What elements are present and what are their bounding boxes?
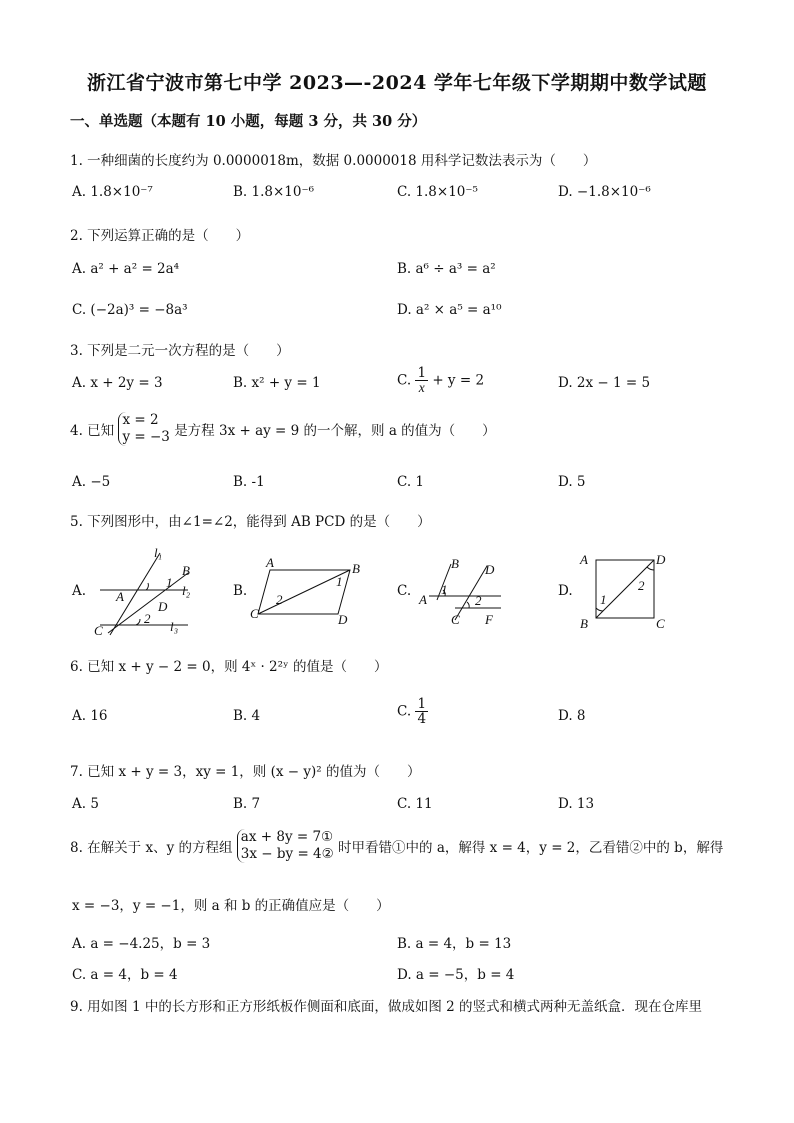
figure-d (576, 550, 676, 632)
label-l3: l₃ (170, 619, 179, 634)
q4-option-c: C. 1 (397, 474, 425, 490)
label-angle-2: 2 (475, 593, 482, 608)
q7-option-a: A. 5 (72, 796, 99, 812)
q6-option-d: D. 8 (558, 708, 586, 724)
label-b: B (352, 561, 360, 576)
label-c: C (656, 616, 665, 631)
angle-2-arc (647, 567, 654, 570)
label-l1: l₁ (154, 545, 163, 560)
system-line-2: y = −3 (122, 428, 170, 445)
fraction-denominator: x (418, 380, 425, 396)
q4-option-d: D. 5 (558, 474, 586, 490)
q4-stem-post: 是方程 3x + ay = 9 的一个解，则 a 的值为（ ） (174, 422, 496, 439)
q5-option-c: C. (397, 583, 412, 599)
q1-option-a: A. 1.8×10⁻⁷ (72, 184, 153, 200)
question-1-stem: 1. 一种细菌的长度约为 0.0000018m，数据 0.0000018 用科学记数法表示为（ ） (70, 153, 597, 169)
section-heading: 一、单选题（本题有 10 小题，每题 3 分，共 30 分） (70, 113, 427, 130)
q3-option-b: B. x² + y = 1 (233, 375, 321, 391)
q7-option-b: B. 7 (233, 796, 261, 812)
q6-option-c-fraction (415, 697, 428, 726)
q4-option-b: B. -1 (233, 474, 265, 490)
q1-option-b: B. 1.8×10⁻⁶ (233, 184, 314, 200)
label-angle-1: 1 (441, 582, 448, 597)
fraction-numerator: 1 (417, 696, 427, 712)
q6-option-c-label: C. (397, 703, 412, 720)
label-angle-1: 1 (336, 574, 343, 589)
q8-option-a: A. a = −4.25，b = 3 (72, 936, 211, 952)
figure-a (88, 545, 198, 640)
q4-option-a: A. −5 (72, 474, 111, 490)
label-d: D (485, 562, 495, 577)
label-angle-2: 2 (144, 611, 151, 626)
question-8-stem (70, 829, 723, 863)
page-title: 浙江省宁波市第七中学 2023—-2024 学年七年级下学期期中数学试题 (87, 72, 707, 94)
q8-option-d: D. a = −5，b = 4 (397, 967, 515, 983)
figure-b (250, 556, 370, 626)
label-d: D (656, 552, 666, 567)
angle-2-arc (467, 602, 469, 608)
q4-equation-system (118, 412, 169, 446)
label-b: B (182, 563, 190, 578)
q3-option-c-rest: + y = 2 (432, 372, 485, 389)
q1-option-c: C. 1.8×10⁻⁵ (397, 184, 478, 200)
system-line-2: 3x − by = 4② (240, 845, 334, 862)
label-b: B (580, 616, 588, 631)
angle-2-arc (136, 619, 140, 625)
label-angle-2: 2 (276, 592, 283, 607)
q8-stem-post: 时甲看错①中的 a，解得 x = 4，y = 2，乙看错②中的 b，解得 (338, 839, 724, 856)
question-4-stem (70, 412, 496, 446)
question-8-stem-line-2: x = −3，y = −1，则 a 和 b 的正确值应是（ ） (72, 898, 390, 914)
label-c: C (451, 612, 460, 627)
question-2-stem: 2. 下列运算正确的是（ ） (70, 228, 250, 244)
label-a: A (419, 592, 427, 607)
q2-option-a: A. a² + a² = 2a⁴ (72, 261, 180, 277)
q5-option-b: B. (233, 583, 248, 599)
angle-1-arc (596, 608, 603, 611)
label-angle-1: 1 (166, 575, 173, 590)
angle-1-arc (146, 583, 148, 590)
label-c: C (94, 623, 103, 638)
system-line-1: ax + 8y = 7① (240, 829, 334, 845)
q3-option-d: D. 2x − 1 = 5 (558, 375, 651, 391)
q1-option-d: D. −1.8×10⁻⁶ (558, 184, 651, 200)
q3-option-c-fraction (415, 366, 428, 395)
q8-equation-system (237, 829, 334, 863)
q5-option-a: A. (72, 583, 87, 599)
q3-option-c-label: C. (397, 372, 412, 389)
fraction-numerator: 1 (417, 365, 427, 381)
q2-option-c: C. (−2a)³ = −8a³ (72, 302, 188, 318)
label-a: A (266, 556, 274, 570)
q7-option-c: C. 11 (397, 796, 433, 812)
q8-stem-pre: 8. 在解关于 x、y 的方程组 (70, 839, 233, 856)
question-3-stem: 3. 下列是二元一次方程的是（ ） (70, 343, 290, 359)
label-b: B (451, 556, 459, 571)
q2-option-d: D. a² × a⁵ = a¹⁰ (397, 302, 502, 318)
q6-option-a: A. 16 (72, 708, 108, 724)
question-7-stem: 7. 已知 x + y = 3，xy = 1，则 (x − y)² 的值为（ ） (70, 764, 421, 780)
label-a: A (580, 552, 588, 567)
q3-option-c (397, 366, 484, 395)
label-l2: l₂ (182, 583, 191, 598)
label-angle-2: 2 (638, 578, 645, 593)
q8-option-c: C. a = 4，b = 4 (72, 967, 178, 983)
q5-option-d: D. (558, 583, 573, 599)
fraction-denominator: 4 (417, 711, 427, 728)
label-d: D (158, 599, 168, 614)
question-6-stem: 6. 已知 x + y − 2 = 0，则 4ˣ · 2²ʸ 的值是（ ） (70, 659, 388, 675)
label-f: F (485, 612, 493, 627)
diagonal-bd (596, 560, 654, 618)
figure-c (415, 556, 510, 628)
q8-option-b: B. a = 4，b = 13 (397, 936, 512, 952)
label-angle-1: 1 (600, 592, 607, 607)
question-9-stem: 9. 用如图 1 中的长方形和正方形纸板作侧面和底面，做成如图 2 的竖式和横式两种无盖纸盒．现在仓库里 (70, 999, 703, 1015)
q6-option-b: B. 4 (233, 708, 261, 724)
q4-stem-pre: 4. 已知 (70, 422, 115, 439)
question-5-stem: 5. 下列图形中，由∠1=∠2，能得到 AB PCD 的是（ ） (70, 514, 431, 530)
system-line-1: x = 2 (122, 412, 159, 428)
label-a: A (116, 589, 124, 604)
line-cd (455, 566, 487, 620)
label-c: C (250, 606, 259, 621)
q3-option-a: A. x + 2y = 3 (72, 375, 163, 391)
q2-option-b: B. a⁶ ÷ a³ = a² (397, 261, 496, 277)
q7-option-d: D. 13 (558, 796, 595, 812)
label-d: D (338, 612, 348, 626)
q6-option-c (397, 697, 428, 726)
